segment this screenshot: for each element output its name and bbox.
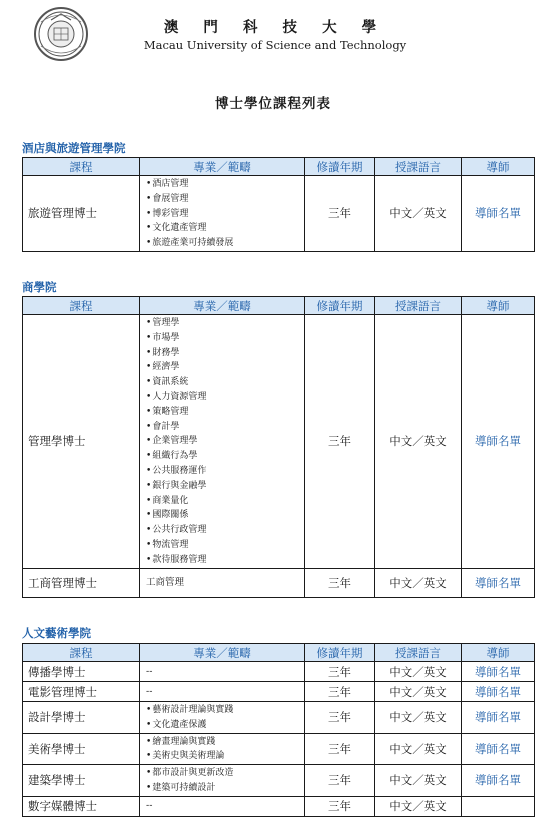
specialization-item: • 銀行與金融學	[146, 479, 300, 494]
program-name: 工商管理博士	[23, 568, 140, 597]
specialization-text: 工商管理	[140, 568, 305, 597]
language-cell: 中文／英文	[375, 733, 462, 765]
specialization-item: • 建築可持續設計	[146, 781, 300, 796]
column-header-program: 課程	[23, 644, 140, 662]
specialization-item: • 公共服務運作	[146, 464, 300, 479]
university-name-chinese: 澳 門 科 技 大 學	[163, 19, 387, 36]
specialization-list	[140, 765, 305, 797]
table-header-row	[23, 297, 535, 315]
duration-cell: 三年	[305, 662, 375, 682]
program-name: 電影管理博士	[23, 682, 140, 702]
specialization-item: • 物流管理	[146, 538, 300, 553]
specialization-item: • 會展管理	[146, 192, 300, 207]
specialization-item: • 經濟學	[146, 360, 300, 375]
program-name: 管理學博士	[23, 315, 140, 569]
university-name-english: Macau University of Science and Technology	[143, 38, 407, 52]
section-title-business-school: 商學院	[22, 280, 57, 294]
table-row	[23, 682, 535, 702]
column-header-supervisor: 導師	[462, 644, 535, 662]
duration-cell: 三年	[305, 568, 375, 597]
supervisor-list-link[interactable]: 導師名單	[462, 733, 535, 765]
specialization-item: • 商業量化	[146, 494, 300, 509]
specialization-item: • 文化遺產保護	[146, 718, 300, 733]
specialization-list	[140, 315, 305, 569]
language-cell: 中文／英文	[375, 315, 462, 569]
specialization-item: • 資訊系統	[146, 375, 300, 390]
specialization-item: • 管理學	[146, 316, 300, 331]
program-table-humanities-arts	[22, 643, 535, 817]
supervisor-cell-empty	[462, 796, 535, 816]
table-header-row	[23, 644, 535, 662]
specialization-text: --	[140, 682, 305, 702]
duration-cell: 三年	[305, 176, 375, 252]
specialization-item: • 美術史與美術理論	[146, 749, 300, 764]
specialization-item: • 財務學	[146, 346, 300, 361]
table-header-row	[23, 158, 535, 176]
specialization-item: • 國際關係	[146, 508, 300, 523]
column-header-language: 授課語言	[375, 158, 462, 176]
specialization-item: • 市場學	[146, 331, 300, 346]
specialization-list	[140, 176, 305, 252]
document-title: 博士學位課程列表	[215, 96, 331, 112]
table-row	[23, 568, 535, 597]
specialization-list	[140, 702, 305, 734]
language-cell: 中文／英文	[375, 662, 462, 682]
language-cell: 中文／英文	[375, 682, 462, 702]
duration-cell: 三年	[305, 733, 375, 765]
table-row	[23, 796, 535, 816]
program-name: 設計學博士	[23, 702, 140, 734]
language-cell: 中文／英文	[375, 702, 462, 734]
specialization-text: --	[140, 662, 305, 682]
specialization-item: • 博彩管理	[146, 207, 300, 222]
table-row	[23, 702, 535, 734]
specialization-item: • 酒店管理	[146, 177, 300, 192]
specialization-item: • 款待服務管理	[146, 553, 300, 568]
specialization-item: • 繪畫理論與實踐	[146, 735, 300, 750]
supervisor-list-link[interactable]: 導師名單	[462, 765, 535, 797]
supervisor-list-link[interactable]: 導師名單	[462, 568, 535, 597]
page-header	[0, 0, 546, 60]
supervisor-list-link[interactable]: 導師名單	[462, 315, 535, 569]
column-header-supervisor: 導師	[462, 297, 535, 315]
specialization-item: • 組織行為學	[146, 449, 300, 464]
column-header-specialization: 專業／範疇	[140, 297, 305, 315]
language-cell: 中文／英文	[375, 176, 462, 252]
column-header-program: 課程	[23, 297, 140, 315]
column-header-supervisor: 導師	[462, 158, 535, 176]
specialization-item: • 策略管理	[146, 405, 300, 420]
language-cell: 中文／英文	[375, 568, 462, 597]
program-name: 旅遊管理博士	[23, 176, 140, 252]
table-row	[23, 765, 535, 797]
supervisor-list-link[interactable]: 導師名單	[462, 682, 535, 702]
specialization-item: • 會計學	[146, 420, 300, 435]
column-header-duration: 修讀年期	[305, 644, 375, 662]
program-name: 數字媒體博士	[23, 796, 140, 816]
specialization-item: • 藝術設計理論與實踐	[146, 703, 300, 718]
section-title-humanities-arts: 人文藝術學院	[22, 626, 91, 640]
column-header-program: 課程	[23, 158, 140, 176]
university-seal-logo	[33, 6, 89, 62]
table-row	[23, 733, 535, 765]
language-cell: 中文／英文	[375, 765, 462, 797]
supervisor-list-link[interactable]: 導師名單	[462, 702, 535, 734]
program-name: 傳播學博士	[23, 662, 140, 682]
program-name: 建築學博士	[23, 765, 140, 797]
supervisor-list-link[interactable]: 導師名單	[462, 176, 535, 252]
duration-cell: 三年	[305, 765, 375, 797]
supervisor-list-link[interactable]: 導師名單	[462, 662, 535, 682]
specialization-item: • 公共行政管理	[146, 523, 300, 538]
column-header-duration: 修讀年期	[305, 158, 375, 176]
duration-cell: 三年	[305, 682, 375, 702]
section-title-hospitality-tourism: 酒店與旅遊管理學院	[22, 141, 126, 155]
specialization-item: • 人力資源管理	[146, 390, 300, 405]
specialization-item: • 文化遺產管理	[146, 221, 300, 236]
specialization-list	[140, 733, 305, 765]
duration-cell: 三年	[305, 702, 375, 734]
table-row	[23, 662, 535, 682]
column-header-specialization: 專業／範疇	[140, 644, 305, 662]
table-row	[23, 176, 535, 252]
language-cell: 中文／英文	[375, 796, 462, 816]
program-name: 美術學博士	[23, 733, 140, 765]
duration-cell: 三年	[305, 796, 375, 816]
specialization-text: --	[140, 796, 305, 816]
program-table-hospitality-tourism	[22, 157, 535, 252]
specialization-item: • 旅遊產業可持續發展	[146, 236, 300, 251]
specialization-item: • 企業管理學	[146, 434, 300, 449]
table-row	[23, 315, 535, 569]
specialization-item: • 都市設計與更新改造	[146, 766, 300, 781]
column-header-specialization: 專業／範疇	[140, 158, 305, 176]
duration-cell: 三年	[305, 315, 375, 569]
column-header-language: 授課語言	[375, 297, 462, 315]
program-table-business-school	[22, 296, 535, 598]
column-header-duration: 修讀年期	[305, 297, 375, 315]
column-header-language: 授課語言	[375, 644, 462, 662]
